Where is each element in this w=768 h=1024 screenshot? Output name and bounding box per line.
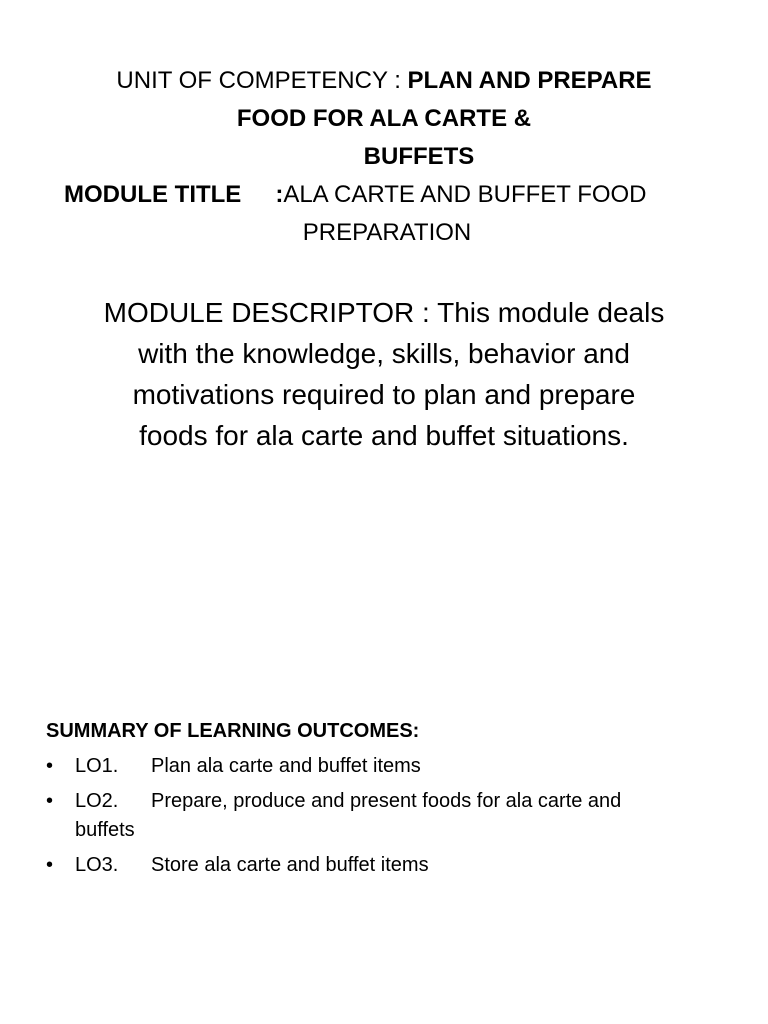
list-item — [46, 752, 726, 781]
bullet-icon: • — [46, 755, 54, 777]
unit-label: UNIT OF COMPETENCY : — [116, 67, 408, 94]
outcome-text: Plan ala carte and buffet items — [151, 755, 421, 777]
descriptor-line-1: MODULE DESCRIPTOR : This module deals — [103, 297, 665, 328]
unit-title-part1: PLAN AND PREPARE — [407, 67, 652, 94]
unit-of-competency-line — [40, 62, 728, 100]
descriptor-line-3: motivations required to plan and prepare — [132, 379, 636, 410]
learning-outcomes-list — [46, 752, 726, 880]
outcome-code: LO2. — [75, 790, 119, 812]
unit-title-part3: BUFFETS — [363, 143, 475, 170]
outcome-code: LO3. — [75, 854, 119, 876]
bullet-icon: • — [46, 854, 54, 876]
summary-heading: SUMMARY OF LEARNING OUTCOMES: — [46, 720, 420, 742]
unit-title-part2: FOOD FOR ALA CARTE & — [236, 105, 532, 132]
outcome-text: Prepare, produce and present foods for ala carte and — [151, 790, 622, 812]
module-descriptor — [60, 292, 708, 456]
document-header — [40, 62, 728, 252]
module-title-value-cont: PREPARATION — [302, 219, 472, 246]
list-item — [46, 851, 726, 880]
module-title-value: ALA CARTE AND BUFFET FOOD — [283, 181, 647, 208]
descriptor-line-4: foods for ala carte and buffet situations. — [139, 420, 629, 451]
outcome-text-cont: buffets — [75, 819, 135, 841]
bullet-icon: • — [46, 790, 54, 812]
descriptor-line-2: with the knowledge, skills, behavior and — [138, 338, 630, 369]
outcome-code: LO1. — [75, 755, 119, 777]
module-title-label: MODULE TITLE — [64, 181, 242, 208]
list-item — [46, 787, 726, 845]
learning-outcomes-summary — [46, 716, 726, 886]
module-title-colon: : — [275, 181, 284, 208]
module-title-line — [40, 176, 728, 214]
outcome-text: Store ala carte and buffet items — [151, 854, 429, 876]
